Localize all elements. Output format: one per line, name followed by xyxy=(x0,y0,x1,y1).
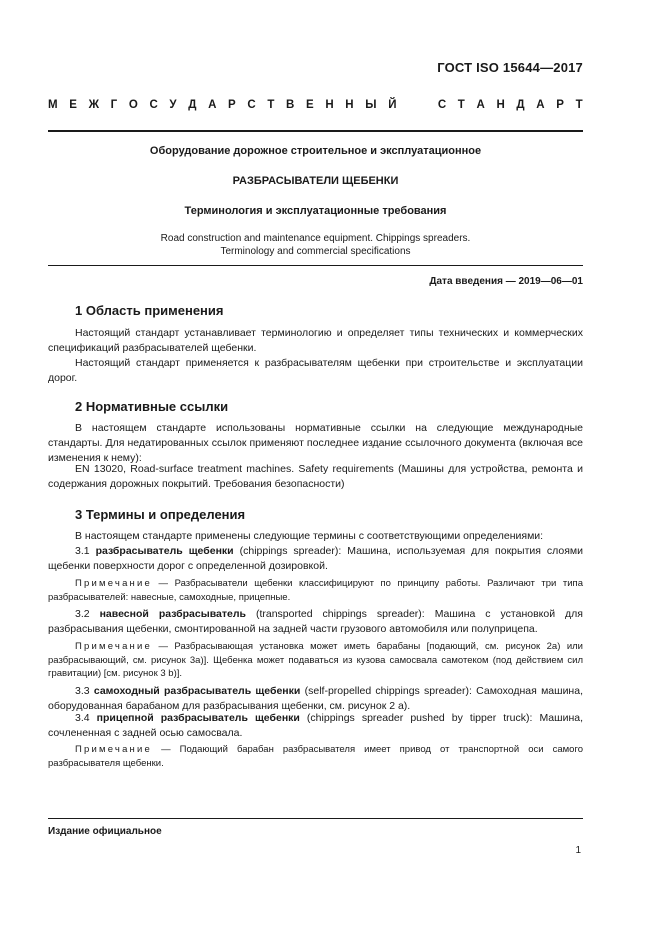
banner-letter: В xyxy=(286,99,295,111)
section3-intro: В настоящем стандарте применены следующие термины с соответствующими определениями: xyxy=(75,530,544,542)
term-definition: (chippings spreader): Машина, используемая для покрытия слоями щебенки поверхности дорог с определенной дозировкой. xyxy=(48,545,583,572)
term-name: навесной разбрасыватель xyxy=(99,608,246,620)
effective-date: Дата введения — 2019—06—01 xyxy=(429,276,583,287)
banner-letter: Т xyxy=(457,99,465,111)
banner-letter: А xyxy=(208,99,217,111)
section2-heading: 2 Нормативные ссылки xyxy=(75,399,229,414)
section2-paragraph2: EN 13020, Road-surface treatment machines. Safety requirements (Машины для устройства, ремонта и содержания дорожных покрытий. Требования безопасности) xyxy=(48,463,583,490)
term-name: разбрасыватель щебенки xyxy=(95,545,234,557)
term-name: самоходный разбрасыватель щебенки xyxy=(93,685,301,697)
banner-letter: М xyxy=(48,99,58,111)
title-sub: Терминология и эксплуатационные требования xyxy=(184,205,447,217)
banner-letter: Р xyxy=(556,99,564,111)
official-edition-label: Издание официальное xyxy=(48,826,162,837)
banner-letter: С xyxy=(437,99,447,111)
term-3-3 xyxy=(48,684,583,714)
title-english-line1: Road construction and maintenance equipment. Chippings spreaders. xyxy=(160,233,471,244)
banner-letter: Н xyxy=(496,99,505,111)
note-2 xyxy=(48,640,583,681)
term-number: 3.1 xyxy=(75,545,90,557)
term-name: прицепной разбрасыватель щебенки xyxy=(96,712,300,724)
term-number: 3.3 xyxy=(75,685,90,697)
note-label: Примечание xyxy=(75,578,152,589)
term-number: 3.2 xyxy=(75,608,90,620)
term-3-4 xyxy=(48,711,583,741)
banner-letter: А xyxy=(476,99,485,111)
note-1 xyxy=(48,577,583,604)
banner-letter xyxy=(408,99,411,111)
banner-letter: А xyxy=(536,99,545,111)
banner-letter: С xyxy=(247,99,256,111)
note-text: — Подающий барабан разбрасывателя имеет привод от транспортной оси самого разбрасывателя щебенки. xyxy=(48,744,583,769)
term-definition: (chippings spreader pushed by tipper truck): Машина, сочлененная с задней осью самосвала. xyxy=(48,712,583,739)
banner-letter: Д xyxy=(188,99,197,111)
title-main: РАЗБРАСЫВАТЕЛИ ЩЕБЕНКИ xyxy=(232,175,399,187)
section2-paragraph1: В настоящем стандарте использованы нормативные ссылки на следующие международные стандарты. Для недатированных ссылок применяют последнее издание ссылочного документа (включая все изменения к нему): xyxy=(48,422,583,464)
title-english xyxy=(48,232,583,258)
term-3-2 xyxy=(48,607,583,637)
term-definition: (transported chippings spreader): Машина с установкой для разбрасывания щебенки, смонтированной на задней части грузового автомобиля или полуприцепа. xyxy=(48,608,583,635)
banner-letter xyxy=(423,99,426,111)
banner-letter: Й xyxy=(388,99,397,111)
banner-letter: Р xyxy=(228,99,236,111)
section1-heading: 1 Область применения xyxy=(75,303,224,318)
banner-letter: Г xyxy=(110,99,118,111)
interstate-standard-banner xyxy=(48,99,583,111)
banner-letter: Н xyxy=(345,99,354,111)
footer-rule xyxy=(48,818,583,819)
title-english-line2: Terminology and commercial specifications xyxy=(220,246,411,257)
term-number: 3.4 xyxy=(75,712,90,724)
note-label: Примечание xyxy=(75,641,152,652)
note-text: — Разбрасыватели щебенки классифицируют по принципу работы. Различают три типа разбрасывателей: навесные, самоходные, прицепные. xyxy=(48,578,583,603)
term-3-1 xyxy=(48,544,583,574)
banner-letter: Е xyxy=(69,99,77,111)
standard-number: ГОСТ ISO 15644—2017 xyxy=(437,60,583,75)
banner-letter: Ы xyxy=(365,99,377,111)
banner-letter: Д xyxy=(516,99,525,111)
banner-letter: Ж xyxy=(88,99,99,111)
title-group: Оборудование дорожное строительное и эксплуатационное xyxy=(149,145,482,157)
banner-letter: Н xyxy=(325,99,334,111)
note-3 xyxy=(48,743,583,770)
banner-letter: С xyxy=(149,99,158,111)
section3-heading: 3 Термины и определения xyxy=(75,507,246,522)
title-rule xyxy=(48,265,583,266)
banner-letter: У xyxy=(169,99,177,111)
note-label: Примечание xyxy=(75,744,152,755)
header-rule xyxy=(48,130,583,132)
banner-letter: Т xyxy=(575,99,583,111)
term-definition: (self-propelled chippings spreader): Самоходная машина, оборудованная барабаном для разбрасывания щебенки, см. рисунок 2 а). xyxy=(48,685,583,712)
banner-letter: Т xyxy=(267,99,275,111)
banner-letter: Е xyxy=(306,99,314,111)
banner-letter: О xyxy=(128,99,138,111)
page-number: 1 xyxy=(575,845,581,856)
section1-paragraph2: Настоящий стандарт применяется к разбрасывателям щебенки при строительстве и эксплуатации дорог. xyxy=(48,357,583,384)
note-text: — Разбрасывающая установка может иметь барабаны [подающий, см. рисунок 2а) или разбрасывающий, см. рисунок 3а)]. Щебенка может подаваться из кузова самосвала самотеком (под действием сил гравитации) [см. рисунок 3 b)]. xyxy=(48,641,583,679)
section1-paragraph1: Настоящий стандарт устанавливает терминологию и определяет типы технических и коммерческих спецификаций разбрасывателей щебенки. xyxy=(48,327,583,354)
